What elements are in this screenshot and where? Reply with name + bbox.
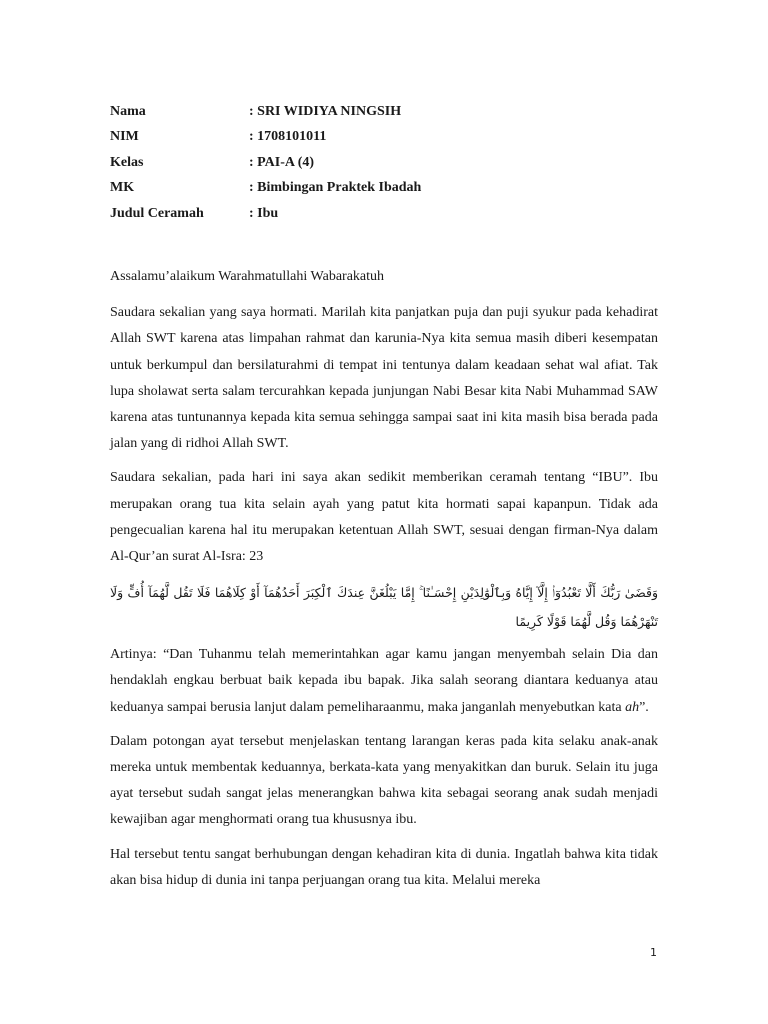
translation-closing: ”. bbox=[639, 699, 649, 715]
info-label: Nama bbox=[110, 103, 146, 119]
greeting: Assalamu’alaikum Warahmatullahi Wabarakatuh bbox=[110, 269, 385, 284]
info-value: : Ibu bbox=[249, 205, 279, 221]
translation-italic-word: ah bbox=[625, 699, 640, 715]
speech-body bbox=[110, 264, 658, 902]
paragraph-translation bbox=[110, 642, 658, 721]
translation-text: Artinya: “Dan Tuhanmu telah memerintahkan agar kamu jangan menyembah selain Dia dan hendaklah engkau berbuat baik kepada ibu bapak. Jika salah seorang diantara keduanya atau keduanya sampai berusia lanjut dalam pemeliharaanmu, maka janganlah menyebutkan kata bbox=[110, 647, 658, 715]
info-row-kelas bbox=[110, 150, 670, 176]
info-row-judul-ceramah bbox=[110, 201, 670, 227]
page-number: 1 bbox=[650, 946, 657, 959]
info-value: : Bimbingan Praktek Ibadah bbox=[249, 180, 422, 196]
paragraph-opening: Saudara sekalian yang saya hormati. Marilah kita panjatkan puja dan puji syukur pada kehadirat Allah SWT karena atas limpahan rahmat dan karunia-Nya kita semua masih diberi kesempatan untuk berkumpul dan bersilaturahmi di tempat ini tentunya dalam keadaan sehat wal afiat. Tak lupa sholawat serta salam tercurahkan kepada junjungan Nabi Besar kita Nabi Muhammad SAW karena atas tuntunannya kepada kita semua sehingga sampai saat ini kita masih bisa berada pada jalan yang di ridhoi Allah SWT. bbox=[110, 305, 658, 452]
info-row-nama bbox=[110, 99, 670, 125]
info-row-mk bbox=[110, 176, 670, 202]
info-label: MK bbox=[110, 180, 135, 196]
info-value: : 1708101011 bbox=[249, 129, 327, 145]
paragraph-explanation: Dalam potongan ayat tersebut menjelaskan tentang larangan keras pada kita selaku anak-anak mereka untuk membentak keduannya, berkata-kata yang menyakitkan dan buruk. Selain itu juga ayat tersebut sudah sangat jelas menerangkan bahwa kita sebagai seorang anak sudah menjadi kewajiban agar menghormati orang tua khususnya ibu. bbox=[110, 733, 658, 828]
paragraph-topic: Saudara sekalian, pada hari ini saya akan sedikit memberikan ceramah tentang “IBU”. Ibu merupakan orang tua kita selain ayah yang patut kita hormati sapai kapanpun. Tidak ada pengecualian karena hal itu merupakan ketentuan Allah SWT, sesuai dengan firman-Nya dalam Al-Qur’an surat Al-Isra: 23 bbox=[110, 470, 658, 565]
info-value: : SRI WIDIYA NINGSIH bbox=[249, 103, 402, 119]
paragraph-continuation: Hal tersebut tentu sangat berhubungan dengan kehadiran kita di dunia. Ingatlah bahwa kita tidak akan bisa hidup di dunia ini tanpa perjuangan orang tua kita. Melalui mereka bbox=[110, 846, 658, 888]
quran-verse-arabic: وَقَضَىٰ رَبُّكَ أَلَّا تَعْبُدُوٓا۟ إِلَّآ إِيَّاهُ وَبِٱلْوَٰلِدَيْنِ إِحْسَـٰنًا ۚ إِمَّا يَبْلُغَنَّ عِندَكَ ٱلْكِبَرَ أَحَدُهُمَآ أَوْ كِلَاهُمَا فَلَا تَقُل لَّهُمَآ أُفٍّ وَلَا تَنْهَرْهُمَا وَقُل لَّهُمَا قَوْلًا كَرِيمًا bbox=[110, 585, 658, 630]
info-label: Kelas bbox=[110, 154, 144, 170]
info-label: Judul Ceramah bbox=[110, 205, 204, 221]
student-info-block bbox=[110, 99, 670, 227]
info-label: NIM bbox=[110, 129, 139, 145]
info-row-nim bbox=[110, 125, 670, 151]
info-value: : PAI-A (4) bbox=[249, 154, 315, 170]
